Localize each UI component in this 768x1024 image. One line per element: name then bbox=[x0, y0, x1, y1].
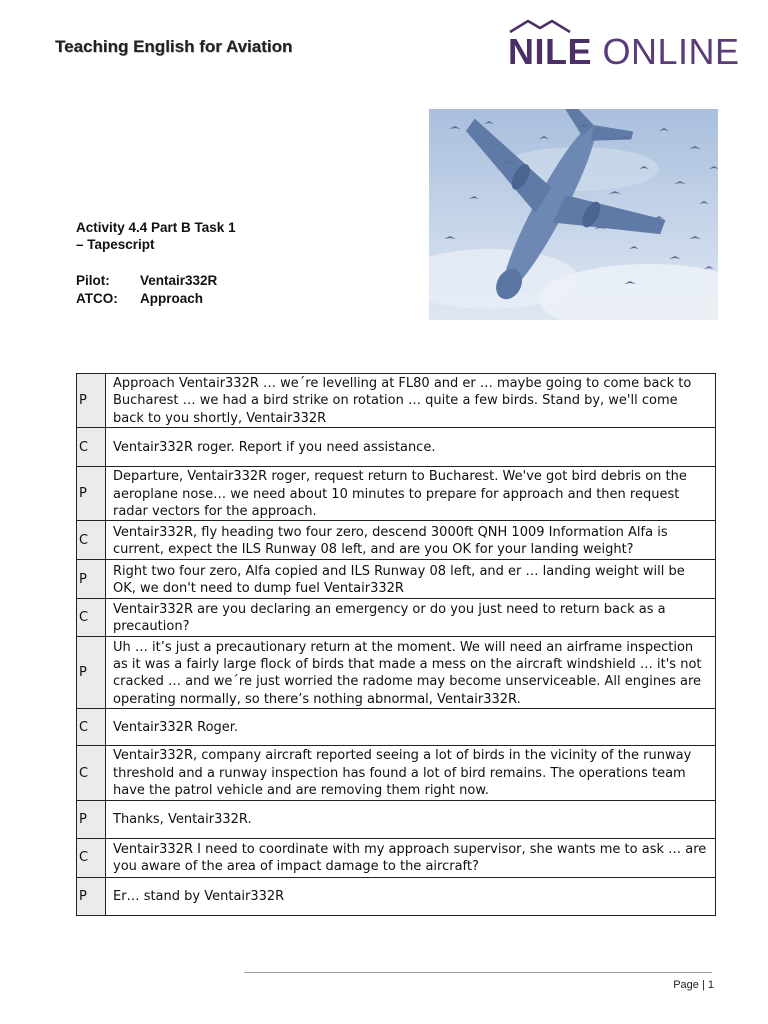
table-row bbox=[77, 746, 716, 800]
role-label: Pilot: bbox=[76, 273, 110, 288]
table-row bbox=[77, 428, 716, 467]
table-row bbox=[77, 838, 716, 877]
utterance-cell: Ventair332R Roger. bbox=[106, 709, 716, 746]
speaker-cell: P bbox=[77, 800, 106, 838]
aircraft-birds-photo bbox=[429, 109, 718, 320]
footer-divider bbox=[244, 972, 712, 973]
utterance-cell: Ventair332R, company aircraft reported seeing a lot of birds in the vicinity of the runway threshold and a runway inspection has found a lot of bird remains. The operations team have the patrol vehicle and are removing them right now. bbox=[106, 746, 716, 800]
utterance-cell: Right two four zero, Alfa copied and ILS Runway 08 left, and er … landing weight will be OK, we don't need to dump fuel Ventair332R bbox=[106, 560, 716, 599]
role-value: Ventair332R bbox=[140, 273, 218, 288]
speaker-cell: C bbox=[77, 746, 106, 800]
utterance-cell: Approach Ventair332R … we´re levelling at FL80 and er … maybe going to come back to Bucharest … we had a bird strike on rotation … quite a few birds. Stand by, we'll come back to you shortly, Ventair332R bbox=[106, 374, 716, 428]
speaker-cell: C bbox=[77, 428, 106, 467]
logo-bold-text: NILE bbox=[508, 31, 593, 72]
role-pilot bbox=[76, 272, 217, 290]
activity-title: Activity 4.4 Part B Task 1 bbox=[76, 220, 236, 235]
utterance-cell: Departure, Ventair332R roger, request return to Bucharest. We've got bird debris on the aeroplane nose… we need about 10 minutes to prepare for approach and then request radar vectors for the approach. bbox=[106, 467, 716, 521]
nile-online-logo bbox=[506, 18, 740, 74]
utterance-cell: Ventair332R, fly heading two four zero, descend 3000ft QNH 1009 Information Alfa is current, expect the ILS Runway 08 left, and are you OK for your landing weight? bbox=[106, 521, 716, 560]
table-row bbox=[77, 599, 716, 637]
speaker-cell: P bbox=[77, 467, 106, 521]
utterance-cell: Er… stand by Ventair332R bbox=[106, 877, 716, 915]
table-row bbox=[77, 800, 716, 838]
speaker-cell: C bbox=[77, 599, 106, 637]
document-header-title: Teaching English for Aviation bbox=[55, 37, 293, 56]
table-row bbox=[77, 709, 716, 746]
role-atco bbox=[76, 290, 217, 308]
utterance-cell: Ventair332R I need to coordinate with my approach supervisor, she wants me to ask … are you aware of the area of impact damage to the aircraft? bbox=[106, 838, 716, 877]
table-row bbox=[77, 521, 716, 560]
utterance-cell: Ventair332R are you declaring an emergency or do you just need to return back as a precaution? bbox=[106, 599, 716, 637]
role-value: Approach bbox=[140, 290, 204, 306]
speaker-cell: P bbox=[77, 637, 106, 709]
speaker-cell: P bbox=[77, 374, 106, 428]
speaker-cell: C bbox=[77, 709, 106, 746]
role-label: ATCO: bbox=[76, 290, 118, 306]
utterance-cell: Uh … it’s just a precautionary return at the moment. We will need an airframe inspection as it was a fairly large flock of birds that made a mess on the aircraft windshield … it's not cracked … and we´re just worried the radome may become unserviceable. All engines are operating normally, so there’s nothing abnormal, Ventair332R. bbox=[106, 637, 716, 709]
speaker-cell: C bbox=[77, 521, 106, 560]
table-row bbox=[77, 637, 716, 709]
speaker-cell: P bbox=[77, 877, 106, 915]
speaker-cell: C bbox=[77, 838, 106, 877]
page-number: Page | 1 bbox=[673, 979, 714, 991]
utterance-cell: Thanks, Ventair332R. bbox=[106, 800, 716, 838]
activity-subtitle: – Tapescript bbox=[76, 237, 155, 252]
table-row bbox=[77, 877, 716, 915]
logo-wordmark bbox=[508, 32, 740, 72]
table-row bbox=[77, 374, 716, 428]
tapescript-table bbox=[76, 373, 716, 916]
table-row bbox=[77, 560, 716, 599]
activity-heading bbox=[76, 219, 276, 253]
speaker-cell: P bbox=[77, 560, 106, 599]
roles-list bbox=[76, 272, 217, 307]
utterance-cell: Ventair332R roger. Report if you need assistance. bbox=[106, 428, 716, 467]
logo-light-text: ONLINE bbox=[602, 31, 740, 72]
table-row bbox=[77, 467, 716, 521]
